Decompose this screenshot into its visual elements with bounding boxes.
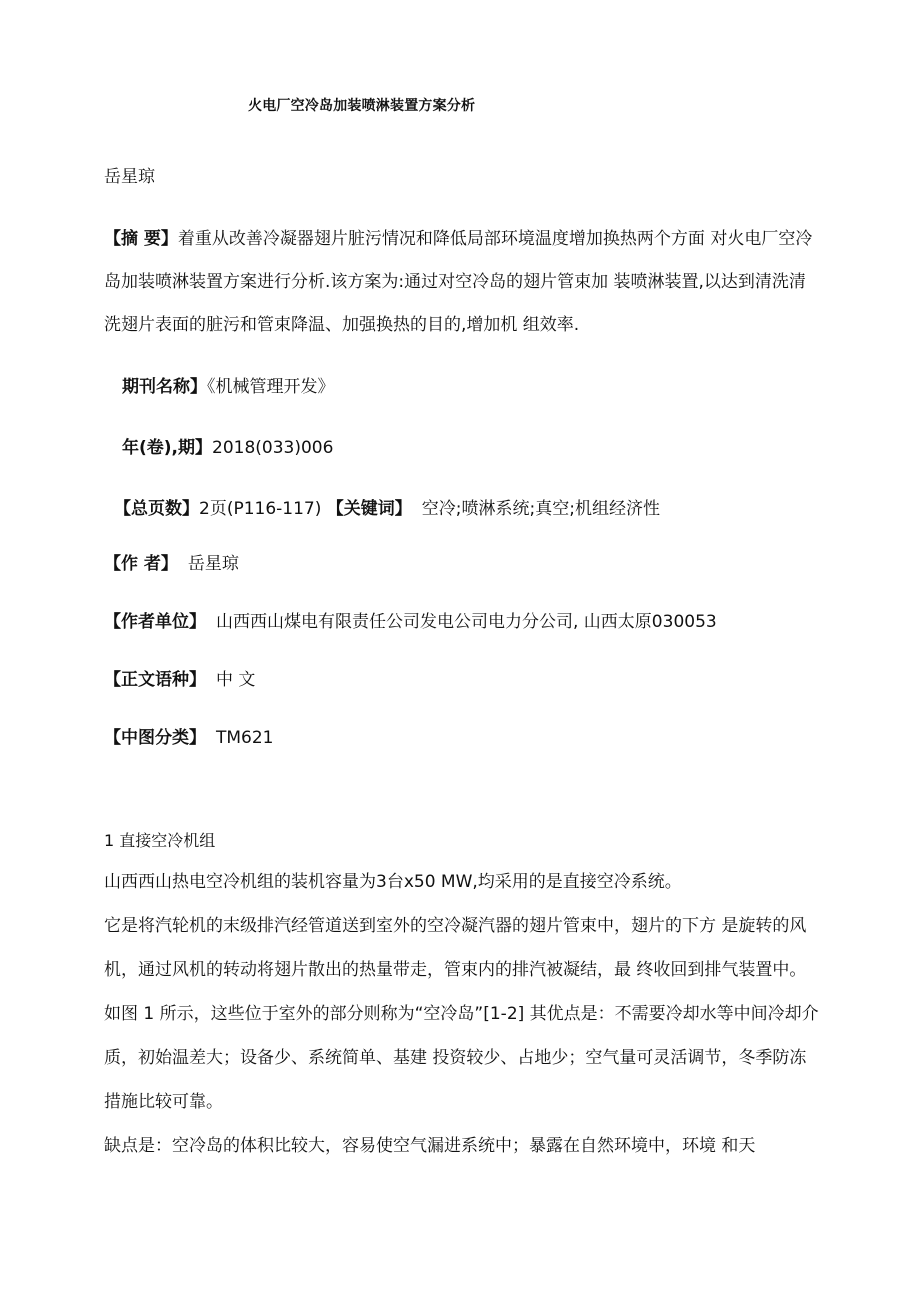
issue-value: 2018(033)006: [212, 438, 334, 458]
abstract: [104, 218, 820, 347]
keywords-label: 【关键词】: [326, 499, 412, 519]
body-paragraph-2: 它是将汽轮机的末级排汽经管道送到室外的空冷凝汽器的翅片管束中，翅片的下方 是旋转的风机，通过风机的转动将翅片散出的热量带走，管束内的排汽被凝结，最 终收回到排气装置中。如图 1 所示，这些位于室外的部分则称为“空冷岛”[1-2] 其优点是：不需要冷却水等中间冷却介质，初始温差大；设备少、系统简单、基建 投资较少、占地少；空气量可灵活调节，冬季防冻措施比较可靠。: [104, 916, 819, 1112]
journal-row: [122, 372, 335, 397]
pages-label: 【总页数】: [114, 499, 199, 519]
issue-row: [122, 433, 333, 458]
affiliation-row: [104, 607, 717, 632]
paper-title: 火电厂空冷岛加装喷淋装置方案分析: [248, 98, 476, 114]
body-paragraph-1: 山西西山热电空冷机组的装机容量为3台x50 MW,均采用的是直接空冷系统。: [104, 872, 682, 892]
language-value: 中 文: [216, 670, 256, 690]
keywords-value: 空冷;喷淋系统;真空;机组经济性: [421, 499, 660, 519]
issue-label: 年(卷),期】: [122, 438, 212, 458]
section-heading: 1 直接空冷机组: [104, 831, 216, 850]
classification-row: [104, 723, 274, 748]
body-paragraph-3: 缺点是：空冷岛的体积比较大，容易使空气漏进系统中；暴露在自然环境中，环境 和天: [104, 1136, 756, 1156]
author-label: 【作 者】: [104, 554, 178, 574]
affiliation-label: 【作者单位】: [104, 612, 206, 632]
language-row: [104, 665, 255, 690]
journal-label: 期刊名称】: [122, 377, 207, 397]
author-name-top: 岳星琼: [104, 167, 155, 187]
affiliation-value: 山西西山煤电有限责任公司发电公司电力分公司, 山西太原030053: [216, 612, 717, 632]
pages-value: 2页(P116-117): [199, 499, 322, 519]
abstract-text: 着重从改善冷凝器翅片脏污情况和降低局部环境温度增加换热两个方面 对火电厂空冷岛加装喷淋装置方案进行分析.该方案为:通过对空冷岛的翅片管束加 装喷淋装置,以达到清洗清洗翅片表面的脏污和管束降温、加强换热的目的,增加机 组效率.: [104, 229, 813, 335]
journal-value: 《机械管理开发》: [207, 377, 335, 397]
classification-label: 【中图分类】: [104, 728, 206, 748]
pages-keywords-row: [114, 494, 660, 519]
author-value: 岳星琼: [187, 554, 239, 574]
language-label: 【正文语种】: [104, 670, 206, 690]
classification-value: TM621: [216, 728, 274, 748]
abstract-label: 【摘 要】: [104, 229, 178, 249]
author-row: [104, 549, 239, 574]
